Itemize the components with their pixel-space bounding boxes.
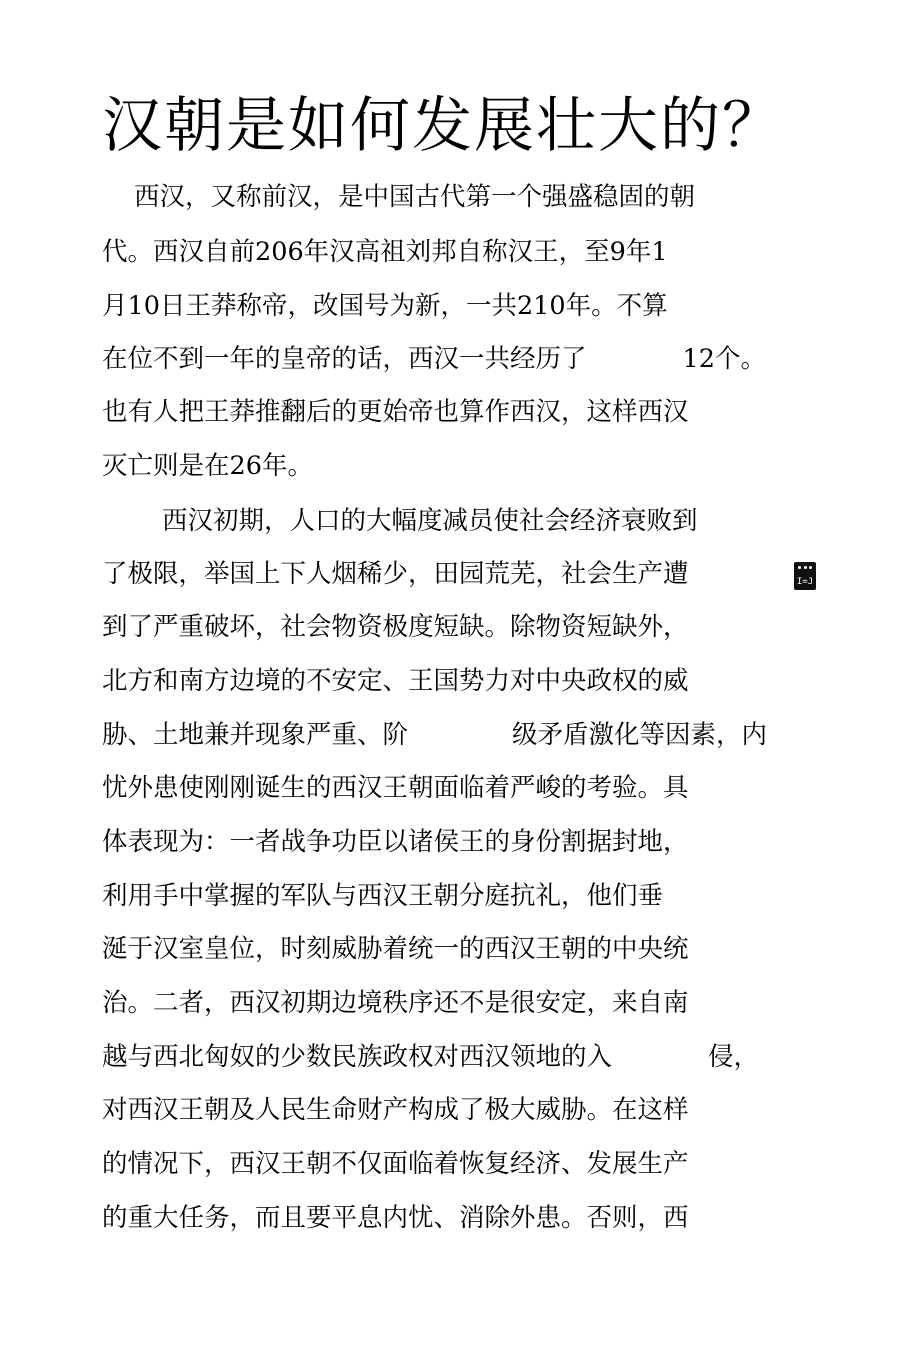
text-line: 灭亡则是在26年。 xyxy=(102,451,313,481)
text-line: 也有人把王莽推翻后的更始帝也算作西汉，这样西汉 xyxy=(102,397,689,427)
text-line: 胁、土地兼并现象严重、阶 级矛盾激化等因素，内 xyxy=(102,720,768,750)
text-line: 忧外患使刚刚诞生的西汉王朝面临着严峻的考验。具 xyxy=(102,773,689,803)
text-line: 到了严重破坏，社会物资极度短缺。除物资短缺外， xyxy=(102,612,689,642)
text-line: 的情况下，西汉王朝不仅面临着恢复经济、发展生产 xyxy=(102,1149,689,1179)
text-line: 西汉，又称前汉，是中国古代第一个强盛稳固的朝 xyxy=(134,182,696,212)
text-line: 月10日王莽称帝，改国号为新，一共210年。不算 xyxy=(102,291,668,321)
text-line: 的重大任务，而且要平息内忧、消除外患。否则，西 xyxy=(102,1203,689,1233)
text-line: 北方和南方边境的不安定、王国势力对中央政权的威 xyxy=(102,666,689,696)
text-line: 利用手中掌握的军队与西汉王朝分庭抗礼，他们垂 xyxy=(102,881,664,911)
dots-icon xyxy=(798,566,812,569)
text-line: 涎于汉室皇位，时刻威胁着统一的西汉王朝的中央统 xyxy=(102,934,689,964)
text-line: 在位不到一年的皇帝的话，西汉一共经历了 12个。 xyxy=(102,344,766,374)
text-line: 体表现为：一者战争功臣以诸侯王的身份割据封地， xyxy=(102,827,689,857)
text-line: 了极限，举国上下人烟稀少，田园荒芜，社会生产遭 xyxy=(102,559,689,589)
text-line: 对西汉王朝及人民生命财产构成了极大威胁。在这样 xyxy=(102,1095,689,1125)
margin-icon-glyph: I=J xyxy=(796,577,814,587)
text-line: 西汉初期，人口的大幅度减员使社会经济衰败到 xyxy=(162,506,698,536)
page-title: 汉朝是如何发展壮大的？ xyxy=(102,91,784,161)
text-line: 代。西汉自前206年汉高祖刘邦自称汉王，至9年1 xyxy=(102,237,668,267)
text-line: 治。二者，西汉初期边境秩序还不是很安定，来自南 xyxy=(102,988,689,1018)
text-line: 越与西北匈奴的少数民族政权对西汉领地的入 侵， xyxy=(102,1042,760,1072)
margin-note-icon[interactable] xyxy=(794,562,816,590)
